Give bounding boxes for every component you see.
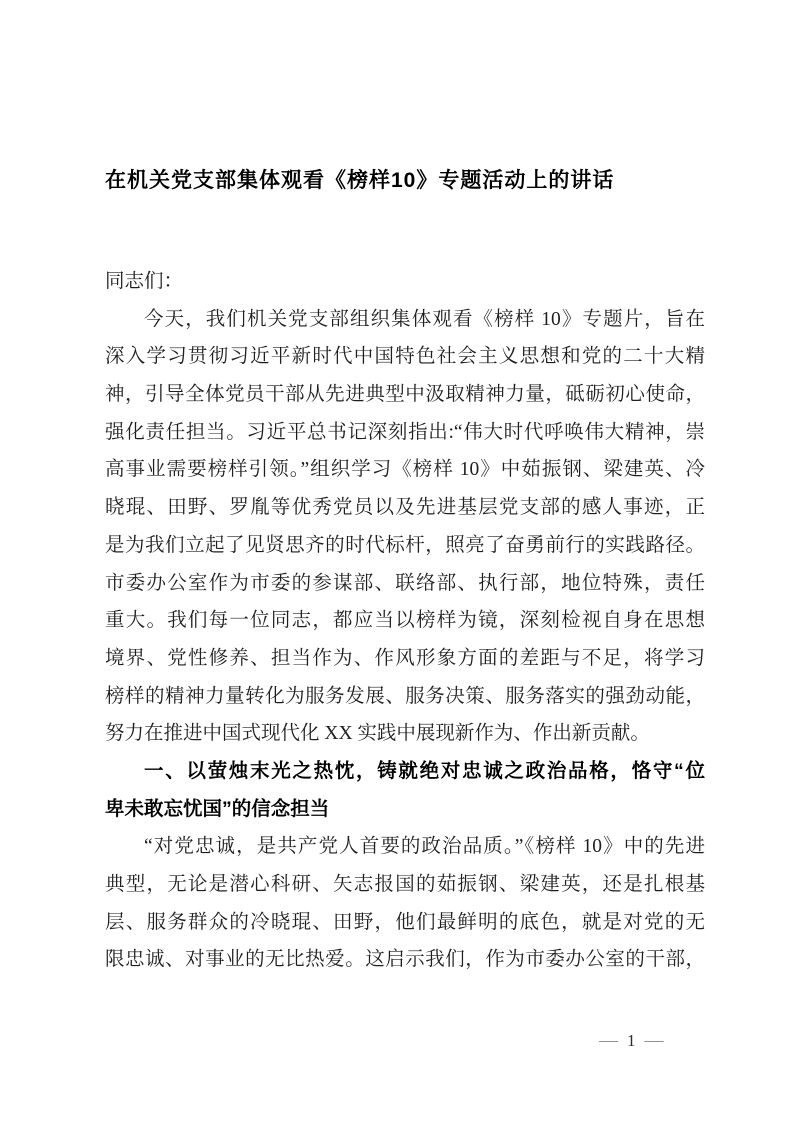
page-footer <box>599 1028 664 1054</box>
body-text-line: 努力在推进中国式现代化 XX 实践中展现新作为、作出新贡献。 <box>105 723 650 745</box>
body-text-line: 榜样的精神力量转化为服务发展、服务决策、服务落实的强劲动能， <box>105 685 705 707</box>
section-heading-line: 一、以萤烛末光之热忱，铸就绝对忠诚之政治品格，恪守“位 <box>144 759 705 782</box>
body-text-line: 限忠诚、对事业的无比热爱。这启示我们，作为市委办公室的干部， <box>105 949 705 971</box>
body-text-line: 重大。我们每一位同志，都应当以榜样为镜，深刻检视自身在思想 <box>105 610 705 632</box>
document-title: 在机关党支部集体观看《榜样10》专题活动上的讲话 <box>105 169 615 192</box>
body-text-line: 今天，我们机关党支部组织集体观看《榜样 10》专题片，旨在 <box>144 308 705 330</box>
document-page <box>105 0 705 1122</box>
section-heading-line: 卑未敢忘忧国”的信念担当 <box>105 797 330 820</box>
document-body <box>105 263 705 979</box>
body-text-line: 深入学习贯彻习近平新时代中国特色社会主义思想和党的二十大精 <box>105 346 705 368</box>
body-text-line: 神，引导全体党员干部从先进典型中汲取精神力量，砥砺初心使命， <box>105 384 705 406</box>
body-text-line: 层、服务群众的冷晓琨、田野，他们最鲜明的底色，就是对党的无 <box>105 911 705 933</box>
footer-dash-right: — <box>644 1030 664 1051</box>
body-text-line: “对党忠诚，是共产党人首要的政治品质。”《榜样 10》中的先进 <box>144 836 705 858</box>
body-text-line: 高事业需要榜样引领。”组织学习《榜样 10》中茹振钢、梁建英、冷 <box>105 459 705 481</box>
page-number: 1 <box>627 1031 636 1050</box>
body-text-line: 境界、党性修养、担当作为、作风形象方面的差距与不足，将学习 <box>105 647 705 669</box>
salutation-line: 同志们： <box>105 271 184 292</box>
body-text-line: 晓琨、田野、罗胤等优秀党员以及先进基层党支部的感人事迹，正 <box>105 497 705 519</box>
body-text-line: 强化责任担当。习近平总书记深刻指出:“伟大时代呼唤伟大精神，崇 <box>105 421 705 443</box>
body-text-line: 是为我们立起了见贤思齐的时代标杆，照亮了奋勇前行的实践路径。 <box>105 534 705 556</box>
footer-dash-left: — <box>599 1030 618 1051</box>
body-text-line: 典型，无论是潜心科研、矢志报国的茹振钢、梁建英，还是扎根基 <box>105 874 705 895</box>
body-text-line: 市委办公室作为市委的参谋部、联络部、执行部，地位特殊，责任 <box>105 572 705 594</box>
